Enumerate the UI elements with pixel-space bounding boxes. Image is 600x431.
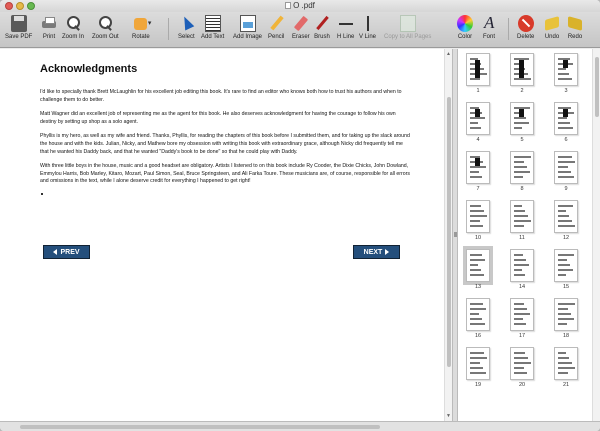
page-thumbnail[interactable]	[510, 347, 534, 380]
thumbnail-text-line	[514, 352, 525, 354]
h-line-label: H Line	[337, 34, 355, 40]
page-number-label: 10	[474, 235, 482, 241]
page-number-label: 3	[564, 88, 568, 94]
thumbnail-text-line	[558, 171, 571, 173]
thumbnail-image-block	[519, 109, 524, 117]
window-title: O .pdf	[293, 1, 315, 10]
page-number-label: 6	[564, 137, 568, 143]
thumbnail-text-line	[558, 362, 572, 364]
thumbnail-text-line	[514, 176, 523, 178]
thumbnail-text-line	[558, 127, 573, 129]
page-number-label: 5	[520, 137, 524, 143]
page-thumbnail[interactable]	[510, 151, 534, 184]
page-thumbnail[interactable]	[466, 200, 490, 233]
thumbnail-text-line	[514, 78, 531, 80]
thumbnail-text-line	[558, 367, 575, 369]
page-number-label: 1	[476, 88, 480, 94]
thumbnail-text-line	[470, 367, 483, 369]
thumbnail-image-block	[475, 158, 480, 166]
thumbnail-text-line	[514, 117, 526, 119]
thumbnail-text-line	[514, 122, 529, 124]
thumbnail-text-line	[558, 352, 566, 354]
thumbnail-image-block	[475, 109, 480, 117]
thumbnail-text-line	[470, 122, 478, 124]
undo-button[interactable]	[544, 15, 560, 40]
page-thumbnail[interactable]	[554, 347, 578, 380]
thumbnail-text-line	[470, 318, 482, 320]
thumbnail-text-line	[470, 127, 481, 129]
redo-button[interactable]	[567, 15, 583, 40]
thumbnail-text-line	[470, 176, 482, 178]
font-label: Font	[482, 34, 495, 40]
thumbnail-text-line	[558, 78, 572, 80]
thumbnail-panel[interactable]	[458, 49, 592, 421]
save-pdf-button[interactable]	[5, 15, 32, 40]
redo-icon	[567, 15, 583, 32]
thumbnail-text-line	[558, 274, 566, 276]
thumbnail-text-line	[514, 313, 530, 315]
toolbar	[0, 12, 600, 48]
h-line-icon	[338, 15, 354, 32]
arrow-left-icon	[53, 249, 57, 255]
thumbnail-text-line	[470, 259, 485, 261]
page-number-label: 12	[562, 235, 570, 241]
thumbnail-text-line	[514, 274, 525, 276]
arrow-right-icon	[385, 249, 389, 255]
rotate-label: Rotate	[132, 34, 150, 40]
add-image-label: Add Image	[233, 34, 263, 40]
copy-to-all-pages-label: Copy to All Pages	[384, 34, 432, 40]
page-number-label: 7	[476, 186, 480, 192]
print-icon	[41, 15, 57, 32]
page-thumbnail[interactable]	[510, 298, 534, 331]
brush-icon	[314, 15, 330, 32]
prev-label: PREV	[60, 248, 80, 256]
thumbnail-text-line	[470, 308, 486, 310]
thumbnail-text-line	[514, 220, 531, 222]
page-number-label: 16	[474, 333, 482, 339]
undo-label: Undo	[544, 34, 560, 40]
thumbnail-text-line	[558, 156, 572, 158]
thumbnail-text-line	[514, 171, 530, 173]
page-number-label: 19	[474, 382, 482, 388]
thumbnail-text-line	[558, 215, 569, 217]
next-label: NEXT	[363, 248, 383, 256]
thumbnail-text-line	[558, 73, 569, 75]
add-image-icon	[240, 15, 256, 32]
v-line-icon	[360, 15, 376, 32]
thumbnail-text-line	[470, 357, 487, 359]
window-minimize-button[interactable]	[16, 2, 24, 10]
zoom-in-label: Zoom In	[62, 34, 85, 40]
page-number-label: 18	[562, 333, 570, 339]
eraser-button[interactable]	[292, 15, 310, 40]
page-number-label: 8	[520, 186, 524, 192]
thumbnail-text-line	[514, 323, 526, 325]
splitter-grip-icon	[454, 232, 457, 237]
page-thumbnail[interactable]	[510, 53, 534, 86]
rotate-icon	[133, 15, 149, 32]
thumbnail-image-block	[519, 60, 524, 78]
page-number-label: 17	[518, 333, 526, 339]
pdf-page[interactable]	[8, 49, 444, 421]
font-button[interactable]	[481, 15, 497, 40]
thumbnail-text-line	[514, 269, 522, 271]
page-thumbnail[interactable]	[510, 249, 534, 282]
select-arrow-icon	[178, 15, 194, 32]
thumbnail-text-line	[514, 318, 523, 320]
thumbnail-text-line	[514, 264, 529, 266]
thumbnail-text-line	[470, 210, 484, 212]
thumbnail-text-line	[514, 166, 527, 168]
color-wheel-icon	[457, 15, 473, 32]
thumbnail-text-line	[558, 117, 567, 119]
thumbnail-text-line	[470, 117, 485, 119]
paragraph: Phyllis is my hero, as well as my wife and friend. Thanks, Phyllis, for reading the chapters of this book before I submitted them, and for taking up the slack around the house and with the kids. Julian, Nicky, and Mathew bore my obsession with writing this book with extraordinary grace, although Nicky did frequently tell me that he wanted his Daddy back, and that he wanted "Daddy's book to be done" so that he could play with Daddy.	[40, 133, 410, 155]
page-thumbnail[interactable]	[510, 102, 534, 135]
thumbnail-text-line	[514, 357, 528, 359]
page-thumbnail[interactable]	[466, 53, 490, 86]
redo-label: Redo	[567, 34, 583, 40]
thumbnail-text-line	[470, 362, 480, 364]
thumbnail-text-line	[558, 372, 568, 374]
thumbnail-text-line	[558, 225, 575, 227]
add-image-button[interactable]	[233, 15, 262, 40]
print-button[interactable]	[41, 15, 57, 40]
horizontal-scrollbar-thumb[interactable]	[20, 425, 380, 429]
brush-button[interactable]	[314, 15, 330, 40]
thumbnail-text-line	[470, 352, 484, 354]
page-number-label: 4	[476, 137, 480, 143]
page-thumbnail[interactable]	[554, 151, 578, 184]
thumbnail-text-line	[558, 166, 568, 168]
v-line-label: V Line	[359, 34, 377, 40]
thumbnail-text-line	[470, 171, 479, 173]
window-close-button[interactable]	[5, 2, 13, 10]
zoom-out-button[interactable]	[92, 15, 119, 40]
page-thumbnail[interactable]	[510, 200, 534, 233]
color-button[interactable]	[457, 15, 473, 40]
horizontal-scrollbar[interactable]	[0, 421, 600, 431]
delete-button[interactable]	[517, 15, 534, 40]
thumbnail-text-line	[558, 269, 573, 271]
page-number-label: 11	[519, 235, 525, 241]
thumbnail-text-line	[558, 68, 566, 70]
brush-label: Brush	[314, 34, 330, 40]
thumbnail-text-line	[558, 161, 575, 163]
page-thumbnail[interactable]	[466, 151, 490, 184]
page-number-label: 20	[518, 382, 526, 388]
page-number-label: 15	[562, 284, 570, 290]
rotate-button[interactable]	[132, 15, 150, 40]
thumbnail-scrollbar[interactable]	[592, 49, 600, 421]
page-thumbnail[interactable]	[466, 102, 490, 135]
add-text-button[interactable]	[201, 15, 224, 40]
thumbnail-text-line	[558, 303, 575, 305]
eraser-label: Eraser	[292, 34, 310, 40]
document-view[interactable]	[0, 49, 452, 421]
pdf-file-icon	[285, 2, 291, 9]
paragraph: Matt Wagner did an excellent job of representing me as the agent for this book. He also deserves acknowledgment for having the courage to follow his own destiny by setting up shop as a solo agent.	[40, 111, 396, 125]
thumbnail-text-line	[558, 176, 574, 178]
scroll-down-arrow-icon[interactable]: ▼	[446, 413, 451, 419]
thumbnail-text-line	[558, 308, 568, 310]
toolbar-separator	[508, 18, 509, 40]
thumbnail-text-line	[470, 274, 484, 276]
page-number-label: 14	[518, 284, 526, 290]
page-thumbnail[interactable]	[554, 298, 578, 331]
undo-icon	[544, 15, 560, 32]
thumbnail-text-line	[514, 215, 528, 217]
delete-label: Delete	[517, 34, 535, 40]
pencil-label: Pencil	[268, 34, 285, 40]
zoom-in-icon	[65, 15, 81, 32]
thumbnail-text-line	[470, 225, 483, 227]
page-number-label: 13	[474, 284, 482, 290]
color-label: Color	[457, 34, 473, 40]
thumbnail-text-line	[514, 156, 531, 158]
page-heading: Acknowledgments	[40, 63, 138, 75]
zoom-out-icon	[97, 15, 113, 32]
title-bar	[0, 0, 600, 12]
thumbnail-text-line	[470, 372, 486, 374]
thumbnail-text-line	[558, 220, 572, 222]
thumbnail-text-line	[514, 367, 524, 369]
thumbnail-text-line	[514, 308, 527, 310]
thumbnail-text-line	[558, 205, 573, 207]
thumbnail-text-line	[470, 254, 482, 256]
copy-to-all-icon	[400, 15, 416, 32]
page-number-label: 21	[562, 382, 570, 388]
thumbnail-image-block	[563, 109, 568, 117]
add-text-icon	[205, 15, 221, 32]
thumbnail-text-line	[514, 259, 526, 261]
page-number-label: 2	[520, 88, 524, 94]
save-icon	[11, 15, 27, 32]
thumbnail-text-line	[470, 313, 479, 315]
prev-page-button[interactable]	[43, 245, 90, 259]
delete-icon	[518, 15, 534, 32]
zoom-out-label: Zoom Out	[92, 34, 119, 40]
paragraph: With three little boys in the house, music and a good headset are obligatory. Artists I listened to on this book include Ry Cooder, the Dixie Chicks, John Dowland, Emmylou Harris, Bob Marley, Kitaro, Mozart, Paul Simon, Seal, Bruce Springsteen, and Ali Farka Toure. These musicians are, of course, responsible for all errors and omissions in the text, while I alone deserve credit for everything I happened to get right!	[40, 163, 410, 185]
thumbnail-text-line	[470, 166, 486, 168]
thumbnail-text-line	[558, 210, 566, 212]
thumbnail-text-line	[514, 225, 524, 227]
thumbnail-text-line	[514, 205, 522, 207]
thumbnail-text-line	[558, 122, 570, 124]
text-cursor	[41, 193, 43, 195]
pencil-icon	[268, 15, 284, 32]
thumbnail-text-line	[514, 210, 525, 212]
page-thumbnail[interactable]	[554, 102, 578, 135]
page-thumbnail[interactable]	[466, 298, 490, 331]
font-icon	[481, 15, 497, 32]
thumbnail-text-line	[514, 254, 523, 256]
thumbnail-text-line	[558, 357, 569, 359]
thumbnail-text-line	[470, 205, 481, 207]
thumbnail-text-line	[470, 264, 478, 266]
pencil-button[interactable]	[268, 15, 284, 40]
thumbnail-text-line	[558, 264, 570, 266]
thumbnail-text-line	[514, 362, 531, 364]
page-thumbnail[interactable]	[554, 53, 578, 86]
thumbnail-text-line	[514, 127, 522, 129]
thumbnail-text-line	[470, 215, 487, 217]
thumbnail-scrollbar-thumb[interactable]	[595, 57, 599, 117]
document-scrollbar[interactable]	[444, 49, 452, 421]
h-line-button[interactable]	[337, 15, 354, 40]
thumbnail-image-block	[563, 60, 568, 68]
thumbnail-text-line	[470, 269, 481, 271]
thumbnail-text-line	[558, 323, 567, 325]
page-thumbnail[interactable]	[466, 249, 490, 282]
save-pdf-label: Save PDF	[5, 34, 33, 40]
thumbnail-text-line	[514, 161, 524, 163]
thumbnail-image-block	[475, 60, 480, 78]
thumbnail-text-line	[558, 254, 574, 256]
toolbar-separator	[168, 18, 169, 40]
eraser-icon	[293, 15, 309, 32]
thumbnail-text-line	[558, 313, 571, 315]
thumbnail-text-line	[514, 372, 527, 374]
thumbnail-text-line	[514, 303, 524, 305]
page-number-label: 9	[564, 186, 568, 192]
thumbnail-text-line	[558, 318, 574, 320]
thumbnail-text-line	[558, 259, 567, 261]
select-label: Select	[178, 34, 195, 40]
zoom-in-button[interactable]	[62, 15, 84, 40]
page-thumbnail[interactable]	[554, 200, 578, 233]
copy-to-all-pages-button[interactable]	[384, 15, 431, 40]
document-scrollbar-thumb[interactable]	[447, 97, 451, 367]
scroll-up-arrow-icon[interactable]: ▲	[446, 51, 451, 57]
select-button[interactable]	[178, 15, 195, 40]
thumbnail-text-line	[470, 323, 485, 325]
page-thumbnail[interactable]	[466, 347, 490, 380]
v-line-button[interactable]	[359, 15, 376, 40]
thumbnail-text-line	[470, 220, 480, 222]
print-label: Print	[42, 34, 56, 40]
add-text-label: Add Text	[201, 34, 225, 40]
thumbnail-text-line	[470, 303, 483, 305]
paragraph: I'd like to specially thank Brett McLaughlin for his excellent job editing this book. It's rare to find an editor who knows both how to trust his authors and when to challenge them to do better.	[40, 89, 402, 103]
next-page-button[interactable]	[353, 245, 400, 259]
window-zoom-button[interactable]	[27, 2, 35, 10]
thumbnail-text-line	[470, 78, 480, 80]
page-thumbnail[interactable]	[554, 249, 578, 282]
